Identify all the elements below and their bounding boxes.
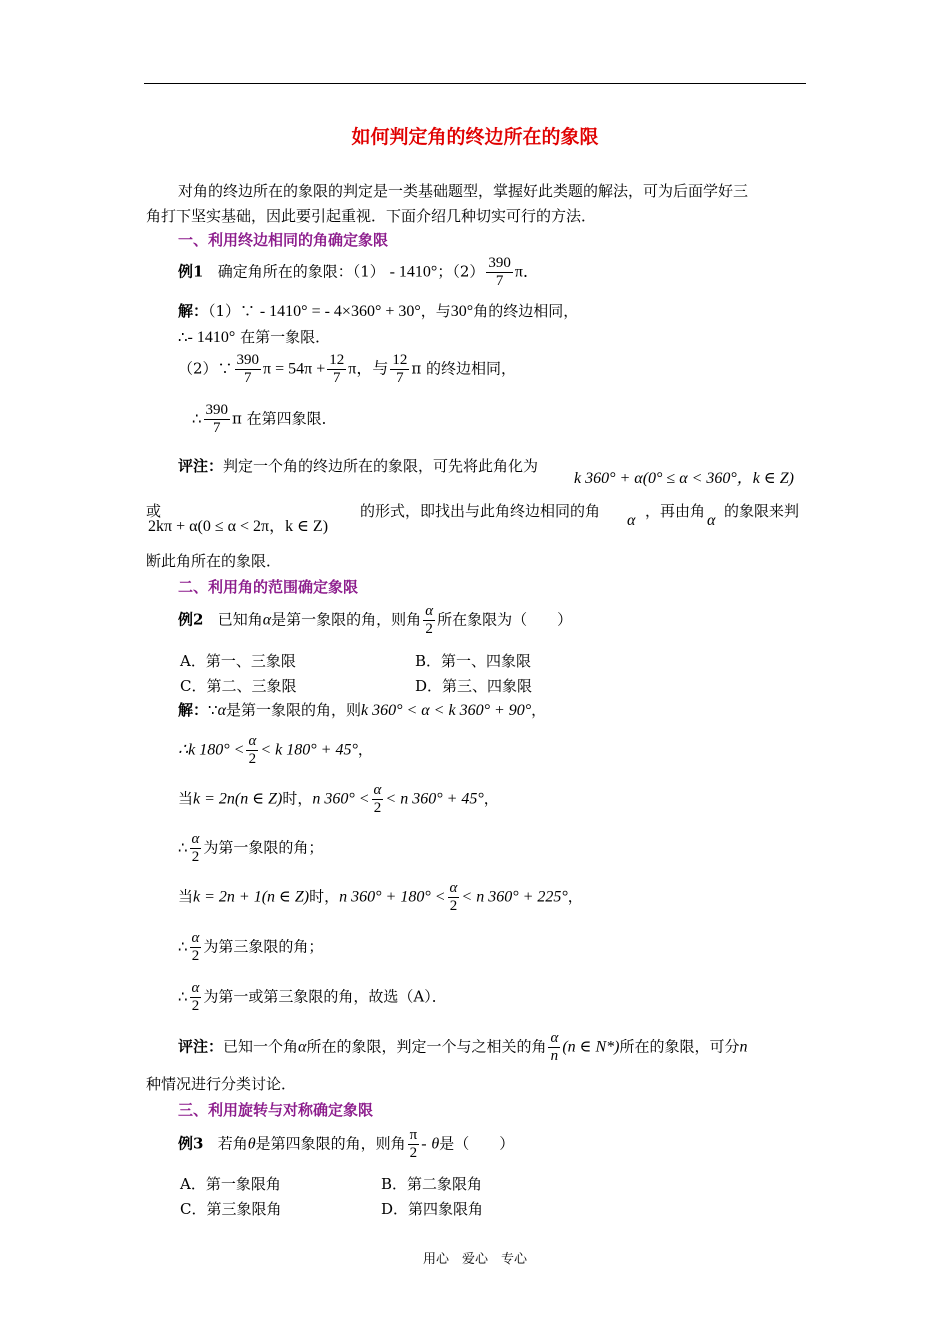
text: 是（ ） [439,1134,515,1153]
denominator: 7 [213,420,221,436]
alpha-symbol: α [707,512,716,529]
fraction [372,782,384,817]
text: 所在的象限，可分 [619,1037,740,1056]
solution-2-line-3 [178,782,499,817]
section-1-heading: 一、利用终边相同的角确定象限 [178,231,389,249]
numerator: α [191,831,200,847]
fraction [327,352,346,387]
therefore-symbol: ∴ [178,328,188,346]
text: 角的终边相同， [473,302,579,320]
example-2 [178,603,572,638]
denominator: 7 [244,370,252,386]
therefore-symbol: ∴ [178,838,188,857]
math-expression: < k 180° + 45° [260,741,358,759]
intro-line-1: 对角的终边所在的象限的判定是一类基础题型，掌握好此类题的解法，可为后面学好三 [178,182,749,200]
text: 所在的象限，判定一个与之相关的角 [306,1037,547,1056]
fraction [486,255,513,290]
text: 所在象限为（ ） [437,610,573,629]
text: 是第一象限的角，则角 [271,610,422,629]
math-expression: k = 2n(n ∈ Z) [193,790,283,808]
section-2-heading: 二、利用角的范围确定象限 [178,578,359,596]
theta-symbol: θ [431,1135,440,1153]
numerator: π [409,1127,418,1143]
theta-symbol: θ [247,1135,256,1153]
solution-1-line-1 [178,300,578,321]
text: 为第三象限的角； [203,937,324,956]
therefore-symbol: ∴ [192,409,202,428]
intro-line-2: 角打下坚实基础，因此要引起重视．下面介绍几种切实可行的方法． [146,207,597,225]
numerator: α [248,733,257,749]
fraction [190,930,202,965]
solution-2-line-2 [178,733,373,768]
alpha-symbol: α [298,1038,307,1056]
text: 的形式，即找出与此角终边相同的角 [360,502,601,520]
text: ， [567,887,583,906]
numerator: α [449,880,458,896]
denominator: 2 [373,800,382,816]
math-expression: ∴k 180° < [178,741,245,759]
denominator: 2 [449,898,458,914]
therefore-symbol: ∴ [178,987,188,1006]
option-b: B．第一、四象限 [415,652,532,670]
text: ，与 [420,302,451,320]
text: ， [531,701,547,719]
numerator: 390 [488,255,511,271]
text: π，与 [348,360,389,378]
numerator: α [373,782,382,798]
denominator: 2 [425,621,433,637]
fraction [548,1030,560,1065]
fraction [448,880,460,915]
solution-2-line-6 [178,930,323,965]
denominator: 2 [191,849,200,865]
text: π 的终边相同， [411,359,516,378]
solution-2-line-1 [178,699,546,720]
therefore-symbol: ∴ [178,937,188,956]
note-1-line-3: 断此角所在的象限． [146,552,282,570]
example-label: 例1 [178,262,204,281]
math-expression: π = 54π + [263,360,326,378]
solution-2-line-5 [178,880,583,915]
denominator: n [550,1048,559,1064]
denominator: 2 [248,751,257,767]
fraction [190,831,202,866]
math-value: - 1410° [389,263,438,281]
numerator: α [191,930,200,946]
text: 当 [178,789,194,808]
fraction [423,603,435,638]
fraction [246,733,258,768]
fraction [204,402,231,437]
option-a: A．第一、三象限 [180,652,296,670]
numerator: α [550,1030,559,1046]
math-expression: 2kπ + α(0 ≤ α < 2π，k ∈ Z) [148,518,329,535]
example-1 [178,255,539,290]
text: 或 [146,502,162,520]
numerator: 390 [205,402,229,418]
math-expression: n 360° + 180° < [339,888,446,906]
option-a: A．第一象限角 [180,1175,281,1193]
numerator: α [191,980,200,996]
section-3-heading: 三、利用旋转与对称确定象限 [178,1101,374,1119]
text: 当 [178,887,194,906]
option-d: D．第四象限角 [381,1200,484,1218]
note-1-line-2-text: ，再由角 [645,502,706,520]
note-label: 评注： [178,457,224,475]
alpha-symbol: α [627,512,636,529]
text: 判定一个角的终边所在的象限，可先将此角化为 [223,457,539,475]
option-c: C．第二、三象限 [180,677,297,695]
text: 在第一象限． [240,328,331,346]
math-value: 30° [450,303,474,320]
text: π 在第四象限． [232,409,337,428]
text: 是第四象限的角，则角 [255,1134,406,1153]
text: 若角 [217,1134,248,1153]
solution-1-line-3 [178,352,516,387]
denominator: 7 [333,370,341,386]
note-1-line-1 [178,455,538,476]
math-expression: k 360° < α < k 360° + 90° [360,702,532,719]
math-expression: - 1410° = - 4×360° + 30° [259,303,421,320]
note-2-line-2: 种情况进行分类讨论． [146,1075,297,1093]
math-expression: k = 2n + 1(n ∈ Z) [193,888,310,906]
alpha-symbol: α [217,702,226,719]
solution-1-line-2 [178,326,330,347]
note-label: 评注： [178,1037,224,1056]
denominator: 7 [495,273,504,289]
text: 是第一象限的角，则 [225,701,361,719]
fraction [190,980,202,1015]
solution-label: 解： [178,302,209,320]
math-expression: n 360° < [312,790,370,808]
header-rule [144,83,806,84]
text: 为第一象限的角； [203,838,324,857]
fraction [408,1127,420,1162]
example-label: 例2 [178,610,204,629]
denominator: 7 [396,370,404,386]
fraction [235,352,262,387]
math-value: - 1410° [187,329,236,346]
math-expression: k 360° + α(0° ≤ α < 360°，k ∈ Z) [574,470,794,487]
numerator: 12 [329,352,345,368]
denominator: 2 [409,1145,418,1161]
solution-2-line-4 [178,831,323,866]
math-expression: (n ∈ N*) [562,1038,620,1056]
text: 为第一或第三象限的角，故选（A）． [203,987,447,1006]
note-1-line-2-text [360,500,600,521]
example-3 [178,1127,514,1162]
solution-label: 解： [178,701,209,719]
denominator: 2 [191,948,200,964]
numerator: α [425,603,434,619]
denominator: 2 [191,998,200,1014]
option-c: C．第三象限角 [180,1200,282,1218]
note-2-line-1 [178,1030,748,1065]
math-value: π． [514,263,539,281]
text: （2）∵ [178,359,233,378]
example-text: 确定角所在的象限：（1） [217,262,385,281]
example-label: 例3 [178,1134,204,1153]
text: ， [483,789,499,808]
note-1-line-2-text: 的象限来判 [724,502,800,520]
option-d: D．第三、四象限 [415,677,533,695]
fraction [390,352,409,387]
example-text: ；（2） [437,262,485,281]
math-expression: < n 360° + 225° [461,888,568,906]
text: ， [357,740,373,759]
numerator: 390 [236,352,260,368]
option-b: B．第二象限角 [381,1175,483,1193]
math-value: n [739,1038,748,1056]
text: （1）∵ [208,302,256,320]
math-expression: < n 360° + 45° [385,790,484,808]
page-title: 如何判定角的终边所在的象限 [351,126,599,148]
alpha-symbol: α [262,611,272,629]
math-value: - [421,1135,427,1153]
numerator: 12 [392,352,408,368]
text: 已知角 [217,610,263,629]
text: 时， [309,887,340,906]
page-footer: 用心 爱心 专心 [422,1252,527,1267]
solution-1-line-4 [192,402,337,437]
text: 时， [282,789,313,808]
text: 已知一个角 [223,1037,299,1056]
solution-2-line-7 [178,980,447,1015]
because-symbol: ∵ [208,701,218,719]
